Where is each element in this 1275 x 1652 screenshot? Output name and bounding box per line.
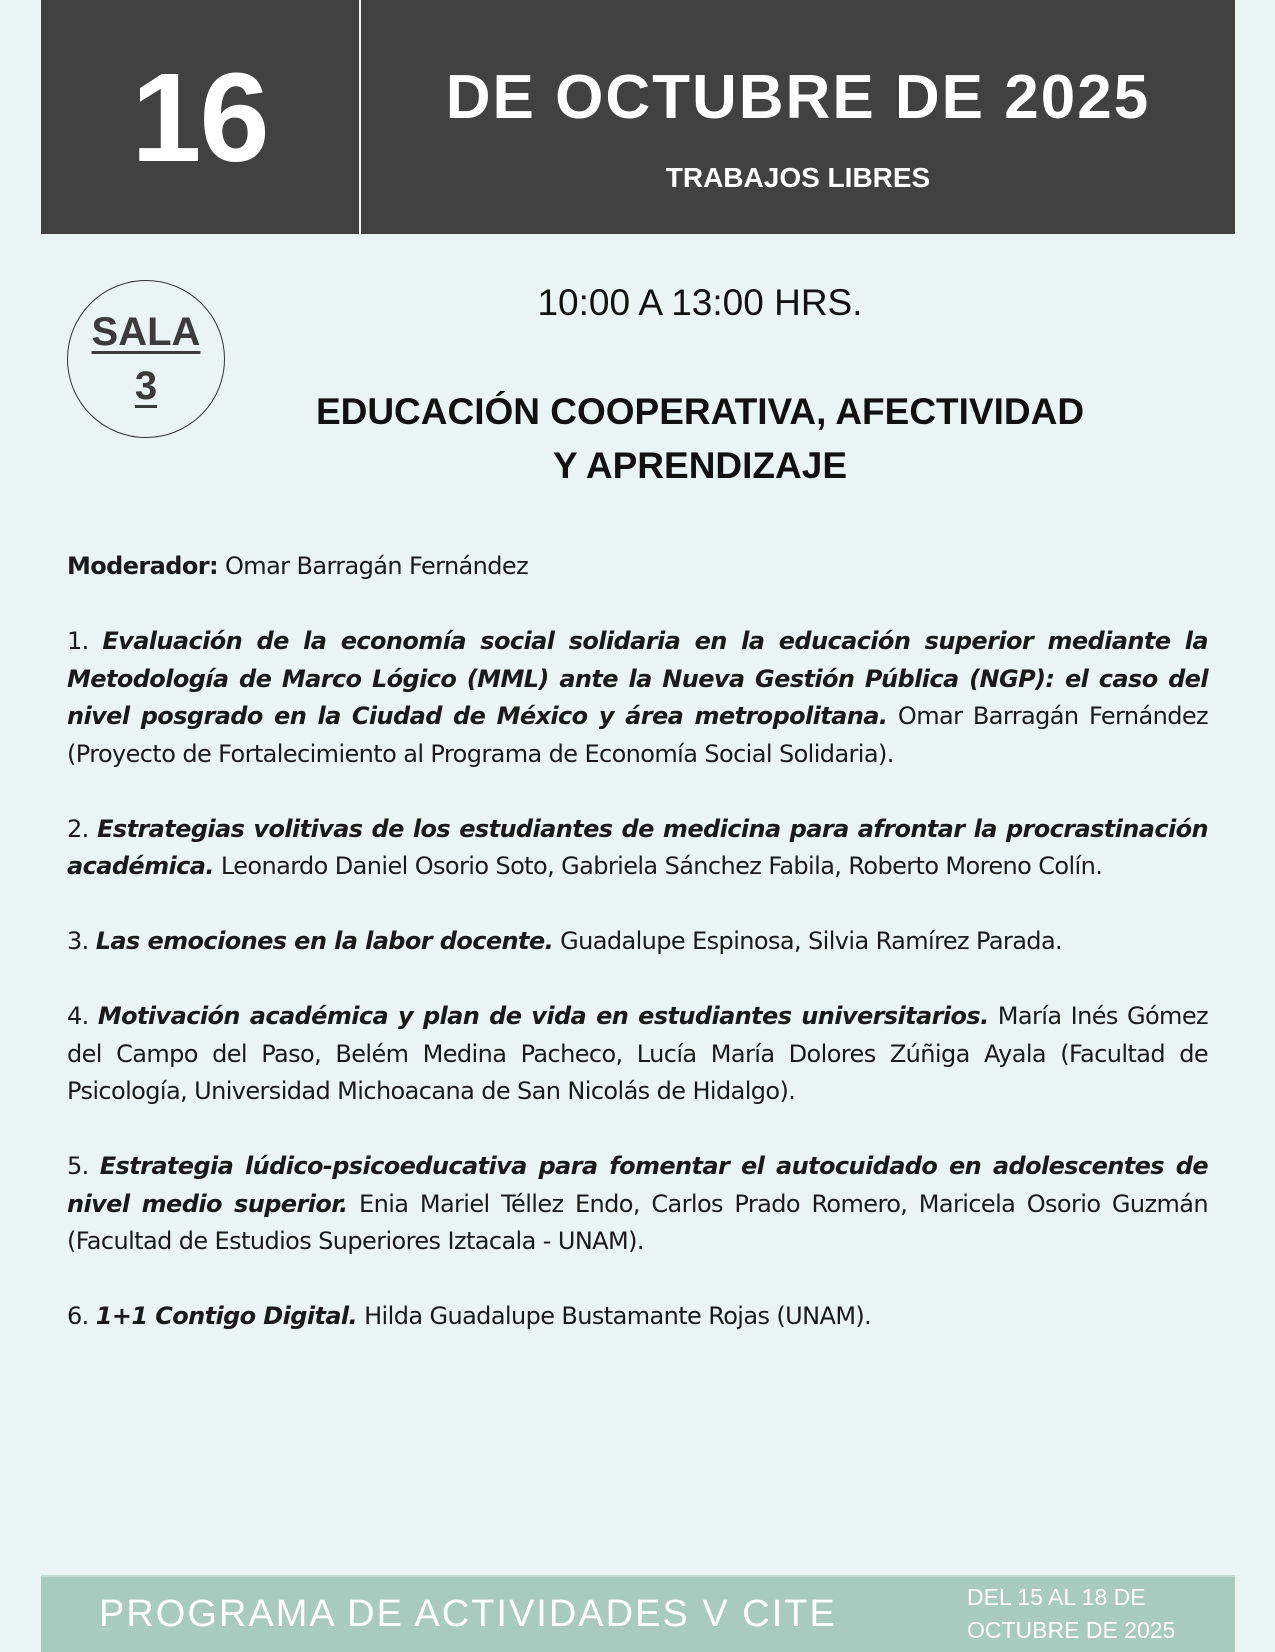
paper-number: 2.: [67, 814, 89, 843]
moderator-label: Moderador:: [67, 552, 218, 580]
paper-item: [67, 1298, 1208, 1336]
paper-item: [67, 998, 1208, 1111]
event-dates-line-2: OCTUBRE DE 2025: [967, 1617, 1176, 1643]
paper-title: 1+1 Contigo Digital.: [95, 1302, 358, 1330]
paper-number: 4.: [67, 1002, 89, 1030]
moderator-name: Omar Barragán Fernández: [225, 552, 529, 580]
paper-item: [67, 923, 1208, 961]
paper-authors: Omar Barragán Fernández (Proyecto de Fortalecimiento al Programa de Economía Social Solidaria).: [67, 702, 1209, 768]
month-year: DE OCTUBRE DE 2025: [445, 63, 1151, 132]
session-title-line-1: EDUCACIÓN COOPERATIVA, AFECTIVIDAD: [315, 391, 1085, 432]
date-header: [41, 0, 1235, 234]
paper-number: 5.: [67, 1152, 89, 1180]
paper-title: Estrategias volitivas de los estudiantes de medicina para afrontar la procrastinación académica.: [67, 814, 1209, 880]
moderator: [67, 548, 1208, 586]
paper-authors: Hilda Guadalupe Bustamante Rojas (UNAM).: [364, 1302, 872, 1330]
program-content: [67, 548, 1208, 1373]
paper-item: [67, 811, 1208, 886]
session-title-line-2: Y APRENDIZAJE: [552, 445, 847, 486]
room-number: 3: [134, 364, 158, 408]
day-number: 16: [131, 46, 268, 188]
room-label: SALA: [91, 310, 201, 354]
paper-item: [67, 623, 1208, 773]
paper-title: Evaluación de la economía social solidaria en la educación superior mediante la Metodología de Marco Lógico (MML) ante la Nueva Gestión Pública (NGP): el caso del nivel posgrado en la Ciudad de México y área metropolitana.: [67, 627, 1208, 730]
header-subtitle: TRABAJOS LIBRES: [665, 162, 931, 193]
paper-authors: María Inés Gómez del Campo del Paso, Belém Medina Pacheco, Lucía María Dolores Zúñiga Ayala (Facultad de Psicología, Universidad Michoacana de San Nicolás de Hidalgo).: [67, 1002, 1208, 1105]
room-badge: [67, 280, 225, 438]
paper-number: 3.: [67, 927, 89, 955]
paper-title: Estrategia lúdico-psicoeducativa para fomentar el autocuidado en adolescentes de nivel medio superior.: [67, 1152, 1208, 1218]
paper-authors: Leonardo Daniel Osorio Soto, Gabriela Sánchez Fabila, Roberto Moreno Colín.: [220, 852, 1103, 880]
paper-authors: Enia Mariel Téllez Endo, Carlos Prado Romero, Maricela Osorio Guzmán (Facultad de Estudios Superiores Iztacala - UNAM).: [67, 1189, 1208, 1255]
session-time: 10:00 A 13:00 HRS.: [537, 282, 863, 323]
program-title: PROGRAMA DE ACTIVIDADES V CITE: [99, 1593, 837, 1635]
footer-banner: [41, 1575, 1235, 1652]
paper-number: 6.: [67, 1302, 89, 1330]
paper-title: Las emociones en la labor docente.: [95, 927, 554, 955]
paper-authors: Guadalupe Espinosa, Silvia Ramírez Parada.: [560, 927, 1063, 955]
session-title: [240, 385, 1160, 493]
event-dates: [967, 1581, 1207, 1647]
paper-title: Motivación académica y plan de vida en estudiantes universitarios.: [97, 1002, 989, 1030]
event-dates-line-1: DEL 15 AL 18 DE: [967, 1584, 1146, 1610]
paper-item: [67, 1148, 1208, 1261]
paper-number: 1.: [67, 627, 89, 655]
